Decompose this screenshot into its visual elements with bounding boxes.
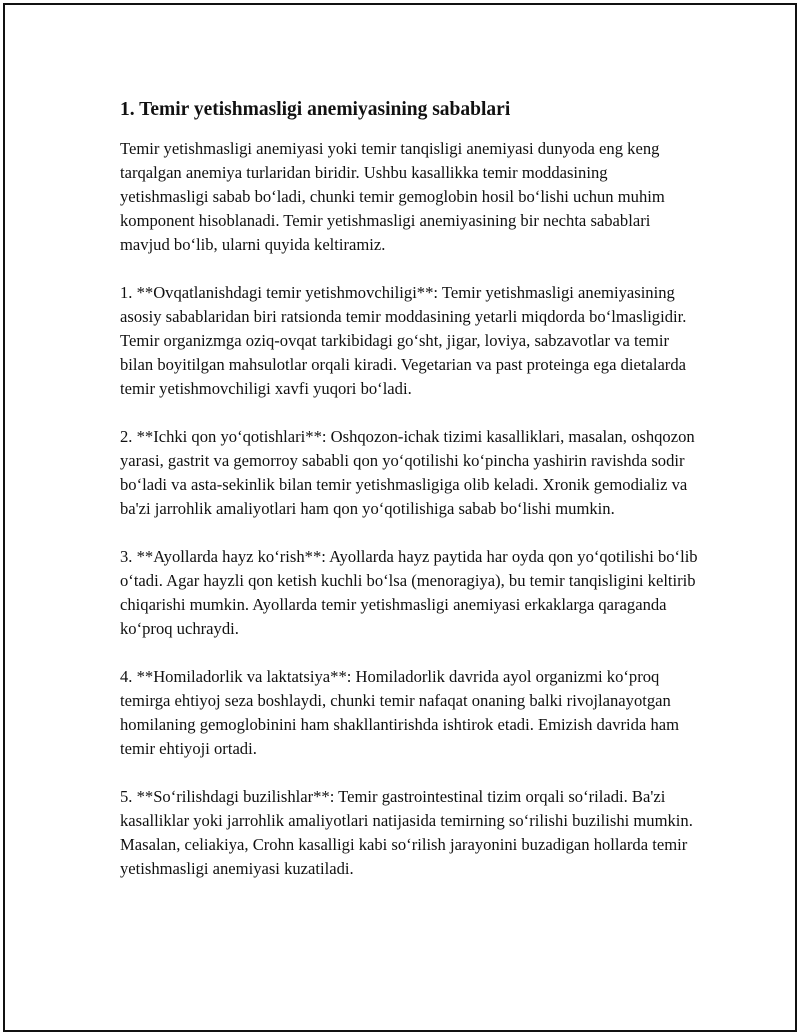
document-title: 1. Temir yetishmasligi anemiyasining sabablari [120, 99, 511, 120]
cause-5-paragraph: 5. **Soʻrilishdagi buzilishlar**: Temir gastrointestinal tizim orqali soʻriladi. Ba'zi kasalliklar yoki jarrohlik amaliyotlari natijasida temirning soʻrilishi buzilishi mumkin. Masalan, celiakiya, Crohn kasalligi kabi soʻrilish jarayonini buzadigan hollarda temir yetishmasligi anemiyasi kuzatiladi. [120, 787, 693, 878]
cause-4-paragraph: 4. **Homiladorlik va laktatsiya**: Homiladorlik davrida ayol organizmi koʻproq temirga ehtiyoj seza boshlaydi, chunki temir nafaqat onaning balki rivojlanayotgan homilaning gemoglobinini ham shakllantirishda ishtirok etadi. Emizish davrida ham temir ehtiyoji ortadi. [120, 667, 680, 758]
page-frame [3, 3, 797, 1032]
cause-1-paragraph: 1. **Ovqatlanishdagi temir yetishmovchiligi**: Temir yetishmasligi anemiyasining asosiy sabablaridan biri ratsionda temir moddasining yetarli miqdorda boʻlmasligidir. Temir organizmga oziq-ovqat tarkibidagi goʻsht, jigar, loviya, sabzavotlar va temir bilan boyitilgan mahsulotlar orqali kiradi. Vegetarian va past proteinga ega dietalarda temir yetishmovchiligi xavfi yuqori boʻladi. [120, 283, 687, 398]
cause-3-paragraph: 3. **Ayollarda hayz koʻrish**: Ayollarda hayz paytida har oyda qon yoʻqotilishi boʻlib oʻtadi. Agar hayzli qon ketish kuchli boʻlsa (menoragiya), bu temir tanqisligini keltirib chiqarishi mumkin. Ayollarda temir yetishmasligi anemiyasi erkaklarga qaraganda koʻproq uchraydi. [120, 547, 698, 638]
intro-paragraph: Temir yetishmasligi anemiyasi yoki temir tanqisligi anemiyasi dunyoda eng keng tarqalgan anemiya turlaridan biridir. Ushbu kasallikka temir moddasining yetishmasligi sabab boʻladi, chunki temir gemoglobin hosil boʻlishi uchun muhim komponent hisoblanadi. Temir yetishmasligi anemiyasining bir nechta sabablari mavjud boʻlib, ularni quyida keltiramiz. [120, 139, 665, 254]
document-body [120, 97, 700, 905]
cause-2-paragraph: 2. **Ichki qon yoʻqotishlari**: Oshqozon-ichak tizimi kasalliklari, masalan, oshqozon yarasi, gastrit va gemorroy sababli qon yoʻqotilishi koʻpincha yashirin ravishda sodir boʻladi va asta-sekinlik bilan temir yetishmasligiga olib keladi. Xronik gemodializ va ba'zi jarrohlik amaliyotlari ham qon yoʻqotilishiga sabab boʻlishi mumkin. [120, 427, 695, 518]
